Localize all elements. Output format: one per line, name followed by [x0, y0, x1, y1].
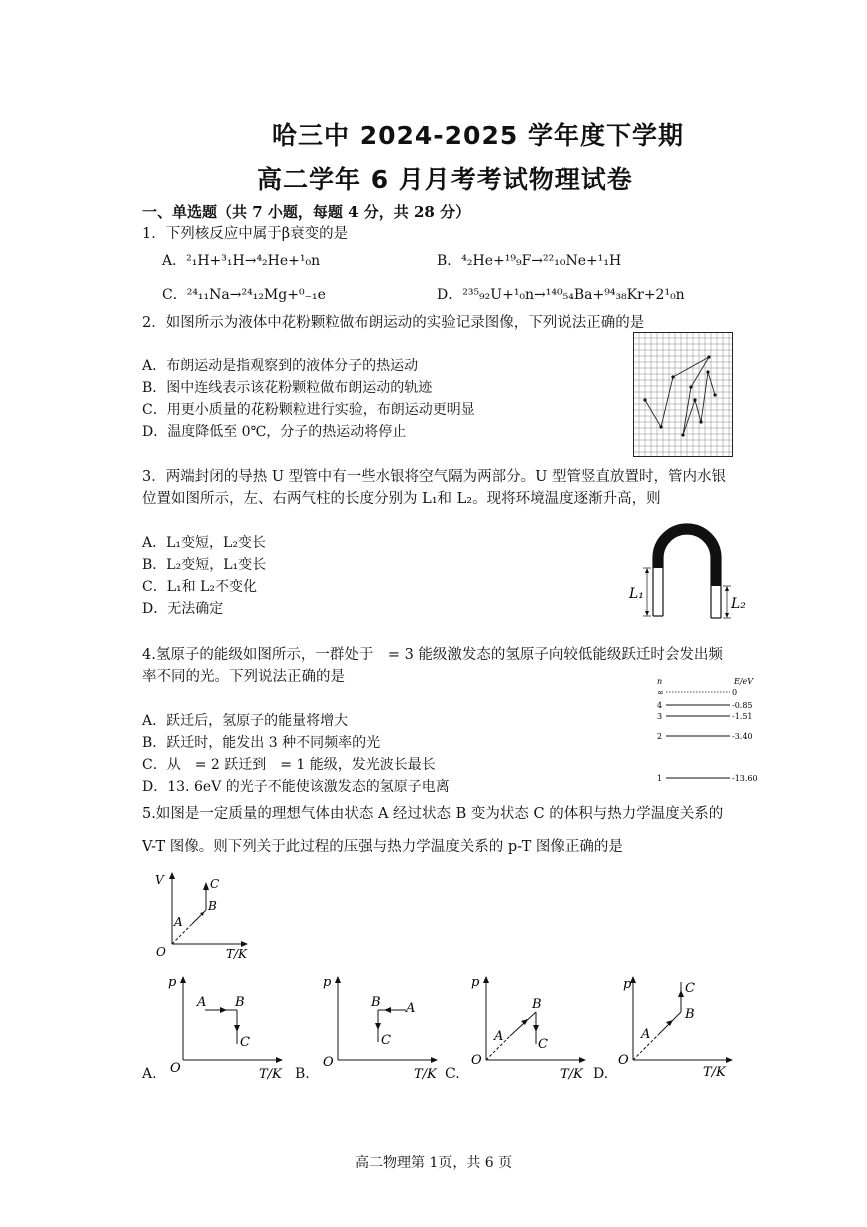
level-n-label: 3 [657, 712, 663, 721]
trajectory-point [699, 420, 702, 423]
ptc-point-a: A [494, 1029, 504, 1044]
level-n-label: ∞ [657, 688, 664, 697]
level-n-label: 2 [657, 732, 663, 741]
level-energy-label: -3.40 [732, 732, 753, 741]
grid-lines [633, 332, 733, 457]
pt-graph-a [165, 968, 290, 1083]
q4-option-d: D．13. 6eV 的光子不能使该激发态的氢原子电离 [142, 779, 450, 795]
vt-y-label: V [155, 873, 164, 887]
n-axis-label: n [657, 677, 663, 686]
ptc-point-b: B [532, 997, 542, 1012]
ptc-origin: O [471, 1053, 482, 1068]
energy-level-diagram [650, 674, 770, 786]
q3-stem-1: 3．两端封闭的导热 U 型管中有一些水银将空气隔为两部分。U 型管竖直放置时，管内水银 [142, 469, 726, 485]
pta-point-c: C [240, 1035, 250, 1050]
title-line-1: 哈三中 2024-2025 学年度下学期 [272, 121, 684, 150]
l1-label: L₁ [629, 586, 644, 602]
q5-option-a-label: A. [142, 1066, 157, 1082]
ptc-point-c: C [538, 1037, 548, 1052]
vt-graph [148, 868, 258, 963]
l2-label: L₂ [731, 596, 746, 612]
q4-option-c: C．从 = 2 跃迁到 = 1 能级，发光波长最长 [142, 757, 436, 773]
pta-x-label: T/K [259, 1067, 282, 1082]
q1-option-a: A．²₁H+³₁H→⁴₂He+¹₀n [162, 253, 321, 269]
trajectory-point [659, 425, 662, 428]
ptd-x-label: T/K [703, 1065, 726, 1080]
q5-stem-1: 5.如图是一定质量的理想气体由状态 A 经过状态 B 变为状态 C 的体积与热力学温度关系的 [142, 806, 724, 822]
e-axis-label: E/eV [734, 677, 754, 686]
pta-y-label: p [168, 975, 177, 990]
vt-x-label: T/K [226, 947, 248, 961]
q4-option-a: A．跃迁后，氢原子的能量将增大 [142, 713, 349, 729]
ptd-point-c: C [685, 981, 695, 996]
level-energy-label: -0.85 [732, 701, 753, 710]
ptd-point-b: B [685, 1007, 695, 1022]
ptb-point-c: C [381, 1033, 391, 1048]
q5-option-d-label: D. [593, 1066, 609, 1082]
trajectory-point [671, 375, 674, 378]
pta-point-a: A [197, 995, 207, 1010]
ptb-x-label: T/K [414, 1067, 437, 1082]
pt-graph-c [468, 968, 593, 1083]
vt-origin: O [156, 945, 166, 959]
q3-option-a: A．L₁变短，L₂变长 [142, 535, 266, 551]
q4-stem-2: 率不同的光。下列说法正确的是 [142, 669, 345, 685]
q1-stem: 1．下列核反应中属于β衰变的是 [142, 226, 349, 242]
trajectory-point [707, 355, 710, 358]
level-energy-label: 0 [732, 688, 738, 697]
vt-point-c: C [210, 877, 220, 891]
trajectory-point [693, 398, 696, 401]
title-line-2: 高二学年 6 月月考考试物理试卷 [257, 165, 633, 194]
vt-point-a: A [174, 915, 183, 929]
q2-option-a: A．布朗运动是指观察到的液体分子的热运动 [142, 358, 419, 374]
q4-option-b: B．跃迁时，能发出 3 种不同频率的光 [142, 735, 381, 751]
level-energy-label: -13.60 [732, 774, 758, 783]
brownian-motion-figure [633, 332, 733, 457]
ptd-origin: O [618, 1053, 629, 1068]
q2-stem: 2．如图所示为液体中花粉颗粒做布朗运动的实验记录图像，下列说法正确的是 [142, 315, 645, 331]
q2-option-b: B．图中连线表示该花粉颗粒做布朗运动的轨迹 [142, 380, 433, 396]
level-n-label: 4 [657, 701, 663, 710]
ptb-origin: O [323, 1055, 334, 1070]
ptb-y-label: p [323, 975, 332, 990]
trajectory-line [645, 357, 715, 435]
trajectory-point [643, 398, 646, 401]
pta-origin: O [170, 1061, 181, 1076]
q3-option-d: D．无法确定 [142, 601, 224, 617]
q5-stem-2: V-T 图像。则下列关于此过程的压强与热力学温度关系的 p-T 图像正确的是 [142, 839, 623, 855]
level-n-label: 1 [657, 774, 663, 783]
q5-option-c-label: C. [445, 1066, 460, 1082]
q5-option-b-label: B. [295, 1066, 310, 1082]
level-energy-label: -1.51 [732, 712, 753, 721]
ptb-point-b: B [371, 995, 381, 1010]
q1-option-d: D．²³⁵₉₂U+¹₀n→¹⁴⁰₅₄Ba+⁹⁴₃₈Kr+2¹₀n [437, 287, 685, 303]
ptc-x-label: T/K [560, 1067, 583, 1082]
section-heading: 一、单选题（共 7 小题，每题 4 分，共 28 分） [142, 203, 471, 221]
pta-point-b: B [235, 995, 245, 1010]
q2-option-c: C．用更小质量的花粉颗粒进行实验，布朗运动更明显 [142, 402, 475, 418]
ptb-point-a: A [406, 1001, 416, 1016]
ptd-y-label: p [623, 977, 632, 992]
q3-option-c: C．L₁和 L₂不变化 [142, 579, 257, 595]
trajectory-point [681, 433, 684, 436]
trajectory-point [713, 393, 716, 396]
q1-option-b: B．⁴₂He+¹⁹₉F→²²₁₀Ne+¹₁H [437, 253, 622, 269]
q3-option-b: B．L₂变短，L₁变长 [142, 557, 267, 573]
pt-graph-b [320, 968, 445, 1083]
q3-stem-2: 位置如图所示，左、右两气柱的长度分别为 L₁和 L₂。现将环境温度逐渐升高，则 [142, 491, 661, 507]
u-tube-figure [625, 518, 755, 628]
ptd-point-a: A [641, 1027, 651, 1042]
pt-graph-d [615, 968, 740, 1083]
page-footer: 高二物理第 1页，共 6 页 [355, 1155, 513, 1171]
trajectory-point [689, 385, 692, 388]
q4-stem-1: 4.氢原子的能级如图所示，一群处于 = 3 能级激发态的氢原子向较低能级跃迁时会发出频 [142, 647, 723, 663]
q2-option-d: D．温度降低至 0℃，分子的热运动将停止 [142, 424, 407, 440]
q1-option-c: C．²⁴₁₁Na→²⁴₁₂Mg+⁰₋₁e [162, 287, 326, 303]
vt-point-b: B [208, 899, 217, 913]
trajectory-point [706, 370, 709, 373]
ptc-y-label: p [471, 975, 480, 990]
